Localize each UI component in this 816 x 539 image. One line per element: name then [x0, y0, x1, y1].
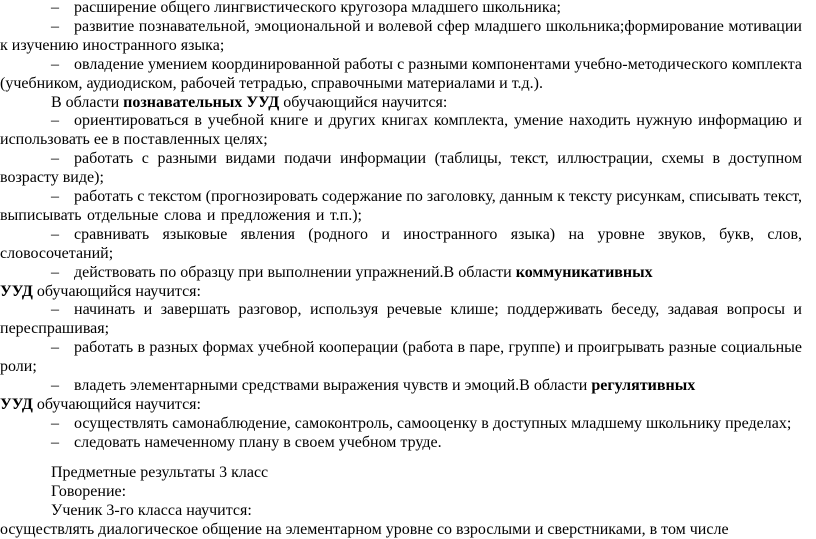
bullet-dash: – — [51, 339, 59, 356]
line-text: владеть элементарными средствами выражения чувств и эмоций.В области — [74, 377, 592, 394]
text-line: переспрашивая; — [0, 320, 110, 337]
heading-bold: регулятивных — [591, 377, 696, 394]
text-line: словосочетаний; — [0, 245, 114, 262]
bullet-dash: – — [51, 301, 59, 318]
text-line: ориентироваться в учебной книге и других книгах комплекта, умение находить нужную информацию и — [74, 112, 802, 129]
heading-suffix: обучающийся научится: — [32, 396, 201, 413]
text-line: овладение умением координированной работы с разными компонентами учебно-методического комплекта — [74, 56, 802, 73]
text-line: (учебником, аудиодиском, рабочей тетрадью, справочными материалами и т.д.). — [0, 75, 543, 92]
speaking-heading: Говорение: — [51, 483, 127, 500]
bullet-dash: – — [51, 18, 59, 35]
bullet-dash: – — [51, 226, 59, 243]
text-line: следовать намеченному плану в своем учебном труде. — [74, 434, 442, 451]
text-line: работать с текстом (прогнозировать содержание по заголовку, данным к тексту рисункам, списывать текст, — [74, 188, 802, 205]
bullet-dash: – — [51, 112, 59, 129]
text-line: работать с разными видами подачи информации (таблицы, текст, иллюстрации, схемы в доступном — [74, 150, 802, 167]
heading-bold: УУД — [0, 283, 33, 300]
text-line: к изучению иностранного языка; — [0, 37, 225, 54]
bullet-dash: – — [51, 415, 59, 432]
section-heading-regulatory — [0, 396, 201, 414]
line-text: действовать по образцу при выполнении упражнений.В области — [74, 264, 516, 281]
text-line: роли; — [0, 358, 37, 375]
heading-bold: коммуникативных — [515, 264, 653, 281]
text-line-with-heading — [74, 264, 653, 282]
text-line-with-heading — [74, 377, 695, 395]
text-line: осуществлять диалогическое общение на элементарном уровне со взрослыми и сверстниками, в том числе — [0, 521, 729, 538]
text-line: осуществлять самонаблюдение, самоконтроль, самооценку в доступных младшему школьнику пределах; — [74, 415, 792, 432]
student-will-learn: Ученик 3-го класса научится: — [51, 502, 252, 519]
text-line: возрасту виде); — [0, 169, 104, 186]
heading-bold: УУД — [0, 396, 33, 413]
section-heading-communicative — [0, 283, 201, 301]
bullet-dash: – — [51, 56, 59, 73]
bullet-dash: – — [51, 0, 59, 16]
heading-prefix: В области — [51, 94, 124, 111]
text-line: расширение общего лингвистического кругозора младшего школьника; — [74, 0, 561, 16]
heading-suffix: обучающийся научится: — [279, 94, 448, 111]
heading-bold: познавательных УУД — [123, 94, 280, 111]
bullet-dash: – — [51, 188, 59, 205]
text-line: начинать и завершать разговор, используя речевые клише; поддерживать беседу, задавая вопросы и — [74, 301, 802, 318]
text-line: развитие познавательной, эмоциональной и волевой сфер младшего школьника;формирование мотивации — [74, 18, 802, 35]
bullet-dash: – — [51, 434, 59, 451]
text-line: сравнивать языковые явления (родного и иностранного языка) на уровне звуков, букв, слов, — [74, 226, 802, 243]
heading-suffix: обучающийся научится: — [32, 283, 201, 300]
text-line: работать в разных формах учебной кооперации (работа в паре, группе) и проигрывать разные социальные — [74, 339, 802, 356]
bullet-dash: – — [51, 150, 59, 167]
text-line: выписывать отдельные слова и предложения и т.п.); — [0, 207, 362, 224]
section-heading-cognitive — [51, 94, 447, 112]
subject-results-heading: Предметные результаты 3 класс — [51, 464, 269, 481]
text-line: использовать ее в поставленных целях; — [0, 131, 268, 148]
bullet-dash: – — [51, 264, 59, 281]
bullet-dash: – — [51, 377, 59, 394]
